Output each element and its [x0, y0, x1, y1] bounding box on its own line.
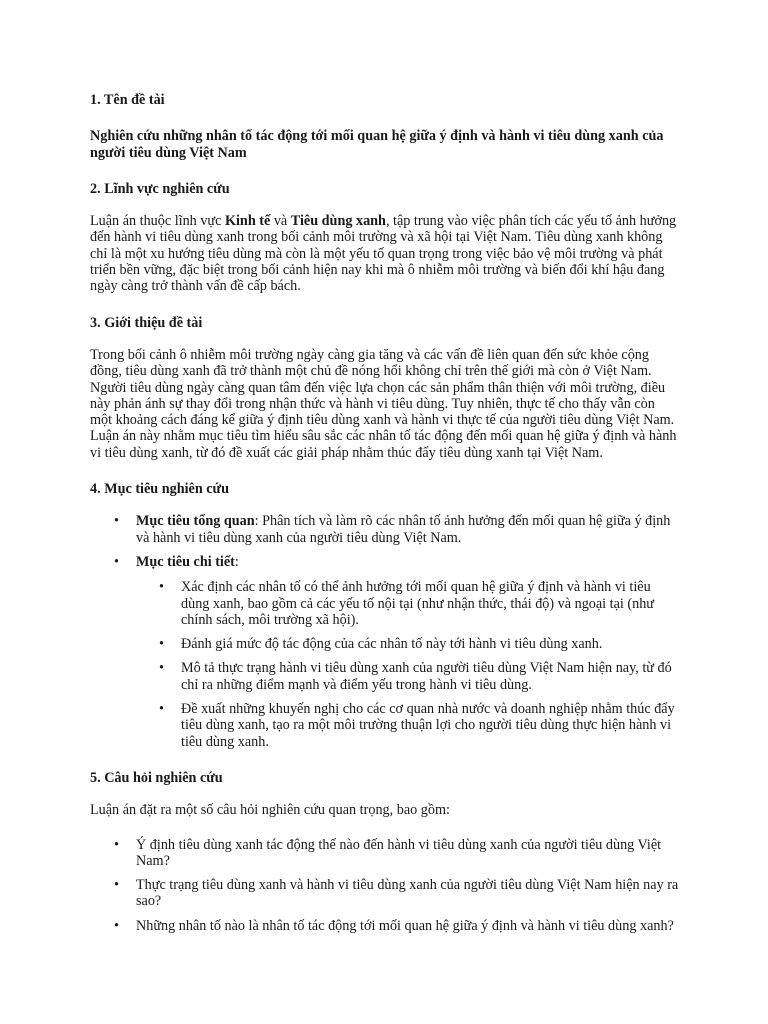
section-2-intro: Luận án thuộc lĩnh vực — [90, 213, 225, 230]
thesis-title: Nghiên cứu những nhân tố tác động tới mối quan hệ giữa ý định và hành vi tiêu dùng xanh của người tiêu dùng Việt Nam — [90, 128, 664, 161]
section-2-paragraph — [90, 213, 680, 294]
section-5-intro: Luận án đặt ra một số câu hỏi nghiên cứu quan trọng, bao gồm: — [90, 802, 450, 819]
section-4-heading: 4. Mục tiêu nghiên cứu — [90, 481, 229, 498]
list-item-overall-objective — [90, 513, 680, 546]
detail-objective-label: Mục tiêu chi tiết — [136, 553, 235, 570]
field-kinh-te: Kinh tế — [224, 213, 271, 230]
section-3-heading: 3. Giới thiệu đề tài — [90, 314, 203, 331]
overall-objective-label: Mục tiêu tổng quan — [136, 513, 255, 530]
list-item-detail-objectives — [90, 554, 680, 750]
field-tieu-dung-xanh: Tiêu dùng xanh — [290, 213, 386, 230]
section-2-body: , tập trung vào việc phân tích các yếu tố ảnh hưởng đến hành vi tiêu dùng xanh trong bối cảnh môi trường và xã hội tại Việt Nam. Tiêu dùng xanh không chỉ là một xu hướng tiêu dùng mà còn là một yếu tố quan trọng trong việc bảo vệ môi trường và phát triển bền vững, đặc biệt trong bối cảnh hiện nay khi mà ô nhiễm môi trường và biến đổi khí hậu đang ngày càng trở thành vấn đề cấp bách. — [90, 213, 677, 295]
list-item: • Đề xuất những khuyến nghị cho các cơ quan nhà nước và doanh nghiệp nhằm thúc đẩy tiêu dùng xanh, tạo ra một môi trường thuận lợi cho người tiêu dùng thực hiện hành vi tiêu dùng xanh. — [136, 701, 680, 750]
list-item: • Thực trạng tiêu dùng xanh và hành vi tiêu dùng xanh của người tiêu dùng Việt Nam hiện nay ra sao? — [90, 877, 680, 910]
section-2-and: và — [270, 213, 291, 230]
list-item: • Những nhân tố nào là nhân tố tác động tới mối quan hệ giữa ý định và hành vi tiêu dùng xanh? — [90, 918, 680, 934]
overall-objective-text: : Phân tích và làm rõ các nhân tố ảnh hưởng đến mối quan hệ giữa ý định và hành vi tiêu dùng xanh của người tiêu dùng Việt Nam. — [136, 513, 671, 546]
detail-objective-colon: : — [234, 553, 239, 570]
list-item: • Mô tả thực trạng hành vi tiêu dùng xanh của người tiêu dùng Việt Nam hiện nay, từ đó chỉ ra những điểm mạnh và điểm yếu trong hành vi tiêu dùng. — [136, 660, 680, 693]
list-item: • Đánh giá mức độ tác động của các nhân tố này tới hành vi tiêu dùng xanh. — [136, 636, 680, 652]
document-page — [90, 92, 680, 934]
research-questions-list — [90, 837, 680, 934]
objectives-list — [90, 513, 680, 750]
section-1-heading: 1. Tên đề tài — [90, 92, 165, 108]
list-item: • Ý định tiêu dùng xanh tác động thế nào đến hành vi tiêu dùng xanh của người tiêu dùng Việt Nam? — [90, 837, 680, 870]
section-5-heading: 5. Câu hỏi nghiên cứu — [90, 769, 223, 786]
list-item: • Xác định các nhân tố có thể ảnh hưởng tới mối quan hệ giữa ý định và hành vi tiêu dùng xanh, bao gồm cả các yếu tố nội tại (như nhận thức, thái độ) và ngoại tại (như chính sách, môi trường xã hội). — [136, 579, 680, 628]
detail-objectives-list — [136, 579, 680, 750]
section-2-heading: 2. Lĩnh vực nghiên cứu — [90, 180, 230, 197]
section-3-paragraph: Trong bối cảnh ô nhiễm môi trường ngày càng gia tăng và các vấn đề liên quan đến sức khỏe cộng đồng, tiêu dùng xanh đã trở thành một chủ đề nóng hổi không chỉ trên thế giới mà còn ở Việt Nam. Người tiêu dùng ngày càng quan tâm đến việc lựa chọn các sản phẩm thân thiện với môi trường, điều này phản ánh sự thay đổi trong nhận thức và hành vi tiêu dùng. Tuy nhiên, thực tế cho thấy vẫn còn một khoảng cách đáng kể giữa ý định tiêu dùng xanh và hành vi thực tế của người tiêu dùng Việt Nam. Luận án này nhằm mục tiêu tìm hiểu sâu sắc các nhân tố tác động đến mối quan hệ giữa ý định và hành vi tiêu dùng xanh, từ đó đề xuất các giải pháp nhằm thúc đẩy tiêu dùng xanh tại Việt Nam. — [90, 346, 677, 461]
